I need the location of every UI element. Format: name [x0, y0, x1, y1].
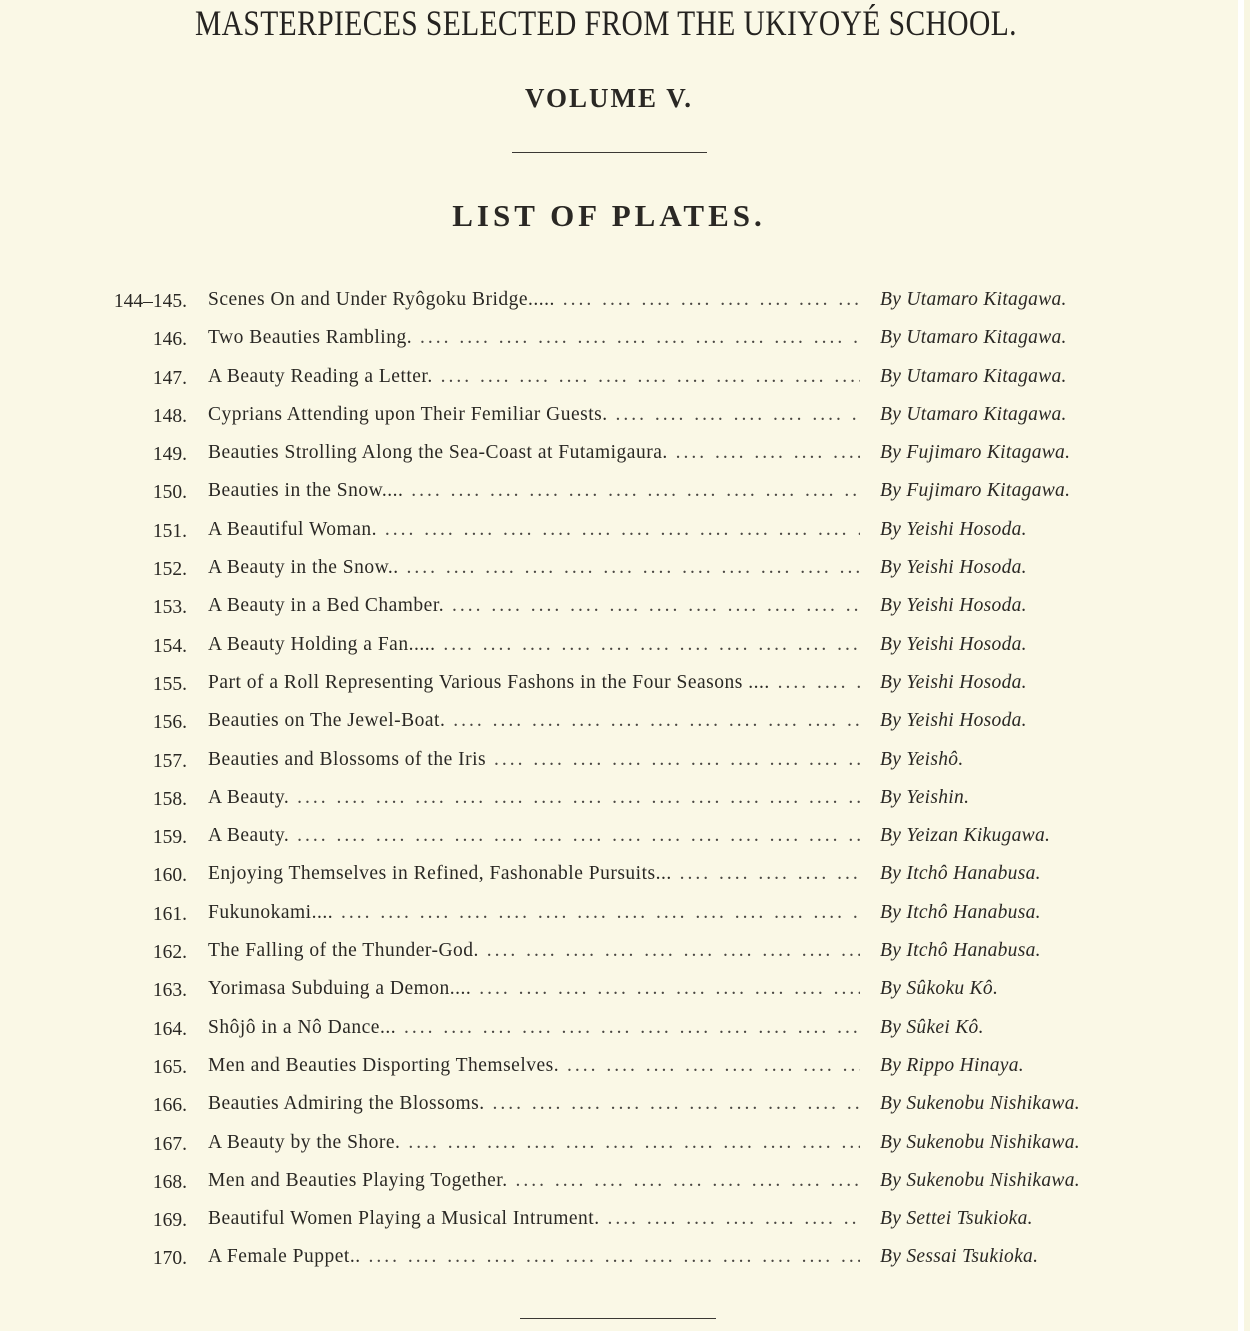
- plate-number: 148.: [152, 405, 187, 427]
- plate-title: The Falling of the Thunder-God. ....: [208, 940, 860, 962]
- plate-artist: By Sûkei Kô.: [880, 1016, 984, 1038]
- plate-number: 162.: [152, 942, 187, 964]
- plate-artist: By Fujimaro Kitagawa.: [880, 480, 1071, 502]
- book-title: MASTERPIECES SELECTED FROM THE UKIYOYÉ SCHOOL.: [195, 3, 1017, 43]
- plate-title: A Beauty. ....: [208, 825, 860, 847]
- plate-title: Shôjô in a Nô Dance... ....: [208, 1017, 860, 1039]
- plate-artist: By Yeishô.: [880, 748, 964, 770]
- plate-artist: By Utamaro Kitagawa.: [880, 403, 1067, 425]
- plate-artist: By Rippo Hinaya.: [880, 1054, 1024, 1076]
- plate-number: 146.: [152, 329, 187, 351]
- plate-number: 168.: [152, 1171, 187, 1193]
- plate-entry: [0, 553, 1244, 591]
- plate-number: 153.: [152, 597, 187, 619]
- plate-artist: By Utamaro Kitagawa.: [880, 327, 1067, 349]
- plate-number: 149.: [152, 444, 187, 466]
- plate-title: A Beauty by the Shore. ....: [208, 1132, 860, 1154]
- plate-entry: [0, 859, 1244, 897]
- plate-artist: By Itchô Hanabusa.: [880, 863, 1041, 885]
- plate-entry: [0, 706, 1244, 744]
- plate-entry: [0, 515, 1244, 553]
- plate-title: Men and Beauties Disporting Themselves. ....: [208, 1055, 860, 1077]
- plate-title: Enjoying Themselves in Refined, Fashonable Pursuits... ....: [208, 863, 860, 885]
- plate-artist: By Sûkoku Kô.: [880, 978, 999, 1000]
- plate-title: Beauties in the Snow.... ....: [208, 480, 860, 502]
- plate-artist: By Yeishin.: [880, 786, 970, 808]
- plate-number: 165.: [152, 1056, 187, 1078]
- plate-artist: By Yeizan Kikugawa.: [880, 825, 1051, 847]
- plate-artist: By Sukenobu Nishikawa.: [880, 1169, 1080, 1191]
- plate-entry: [0, 783, 1244, 821]
- plate-title: A Beauty in a Bed Chamber. ....: [208, 595, 860, 617]
- plate-artist: By Sukenobu Nishikawa.: [880, 1093, 1080, 1115]
- plate-entry: [0, 668, 1244, 706]
- plate-title: Yorimasa Subduing a Demon.... ....: [208, 978, 860, 1000]
- plate-title: Beauties Admiring the Blossoms. ....: [208, 1093, 860, 1115]
- plate-title: Beautiful Women Playing a Musical Intrument. ....: [208, 1208, 860, 1230]
- plate-entry: [0, 974, 1244, 1012]
- plate-number: 147.: [152, 367, 187, 389]
- plate-entry: [0, 1242, 1244, 1280]
- plate-entry: [0, 285, 1244, 323]
- plate-number: 154.: [152, 635, 187, 657]
- plate-artist: By Yeishi Hosoda.: [880, 671, 1027, 693]
- plate-entry: [0, 1089, 1244, 1127]
- plate-number: 164.: [152, 1018, 187, 1040]
- volume-heading: VOLUME V.: [525, 83, 693, 113]
- plates-list: [0, 285, 1244, 1281]
- plate-artist: By Settei Tsukioka.: [880, 1208, 1033, 1230]
- plate-number: 166.: [152, 1095, 187, 1117]
- plate-title: A Beautiful Woman. ....: [208, 519, 860, 541]
- plate-artist: By Yeishi Hosoda.: [880, 557, 1027, 579]
- plate-number: 156.: [152, 712, 187, 734]
- plate-number: 169.: [152, 1210, 187, 1232]
- plate-entry: [0, 936, 1244, 974]
- plate-number: 167.: [152, 1133, 187, 1155]
- plate-title: A Beauty Holding a Fan..... ....: [208, 634, 860, 656]
- page-edge: [1238, 0, 1244, 1331]
- plate-number: 163.: [152, 980, 187, 1002]
- plate-title: Fukunokami.... ....: [208, 902, 860, 924]
- plate-title: A Beauty in the Snow.. ....: [208, 557, 860, 579]
- plate-entry: [0, 362, 1244, 400]
- plate-artist: By Itchô Hanabusa.: [880, 940, 1041, 962]
- plate-entry: [0, 821, 1244, 859]
- top-divider: [512, 152, 707, 153]
- plate-artist: By Yeishi Hosoda.: [880, 633, 1027, 655]
- plate-entry: [0, 745, 1244, 783]
- plate-title: Beauties Strolling Along the Sea-Coast at Futamigaura. ....: [208, 442, 860, 464]
- plate-title: Scenes On and Under Ryôgoku Bridge..... ....: [208, 289, 860, 311]
- plate-artist: By Sukenobu Nishikawa.: [880, 1131, 1080, 1153]
- plate-entry: [0, 400, 1244, 438]
- plate-entry: [0, 1128, 1244, 1166]
- plate-artist: By Utamaro Kitagawa.: [880, 365, 1067, 387]
- plate-artist: By Yeishi Hosoda.: [880, 595, 1027, 617]
- plate-entry: [0, 1051, 1244, 1089]
- plate-number: 150.: [152, 482, 187, 504]
- plate-artist: By Yeishi Hosoda.: [880, 518, 1027, 540]
- plate-number: 170.: [152, 1248, 187, 1270]
- plate-number: 152.: [152, 559, 187, 581]
- plate-entry: [0, 1204, 1244, 1242]
- plate-number: 155.: [152, 673, 187, 695]
- plate-entry: [0, 591, 1244, 629]
- plate-artist: By Utamaro Kitagawa.: [880, 289, 1067, 310]
- plate-artist: By Yeishi Hosoda.: [880, 710, 1027, 732]
- plate-title: Part of a Roll Representing Various Fashons in the Four Seasons .... ....: [208, 672, 860, 694]
- plate-number: 158.: [152, 788, 187, 810]
- plate-title: Beauties and Blossoms of the Iris ....: [208, 749, 860, 771]
- plate-title: Beauties on The Jewel-Boat. ....: [208, 710, 860, 732]
- plate-entry: [0, 1013, 1244, 1051]
- plate-number: 159.: [152, 827, 187, 849]
- plate-title: Cyprians Attending upon Their Femiliar Guests. ....: [208, 404, 860, 426]
- plate-artist: By Sessai Tsukioka.: [880, 1246, 1039, 1268]
- plate-number: 144–145.: [113, 291, 187, 312]
- plate-number: 160.: [152, 865, 187, 887]
- plate-title: Men and Beauties Playing Together. ....: [208, 1170, 860, 1192]
- plate-title: Two Beauties Rambling. ....: [208, 327, 860, 349]
- plate-title: A Beauty. ....: [208, 787, 860, 809]
- bottom-divider: [520, 1318, 716, 1319]
- plate-number: 151.: [152, 520, 187, 542]
- plate-title: A Female Puppet.. ....: [208, 1246, 860, 1268]
- plate-artist: By Fujimaro Kitagawa.: [880, 442, 1071, 464]
- plate-number: 161.: [152, 903, 187, 925]
- plate-artist: By Itchô Hanabusa.: [880, 901, 1041, 923]
- plate-entry: [0, 438, 1244, 476]
- plate-title: A Beauty Reading a Letter. ....: [208, 366, 860, 388]
- plate-entry: [0, 630, 1244, 668]
- list-of-plates-heading: LIST OF PLATES.: [452, 198, 766, 233]
- plate-entry: [0, 1166, 1244, 1204]
- plate-number: 157.: [152, 750, 187, 772]
- plate-entry: [0, 323, 1244, 361]
- plate-entry: [0, 476, 1244, 514]
- plate-entry: [0, 898, 1244, 936]
